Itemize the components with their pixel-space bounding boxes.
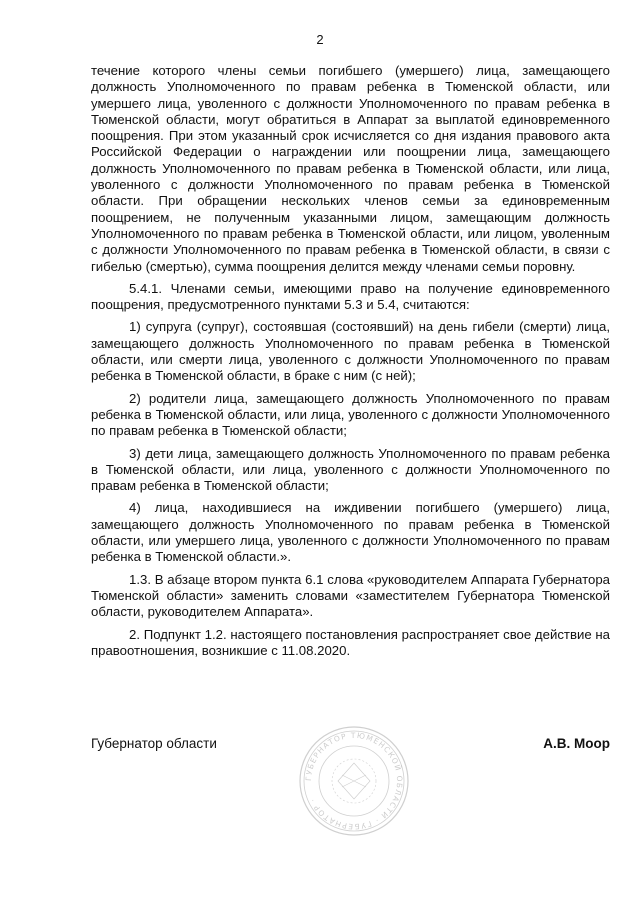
paragraph-2: 2. Подпункт 1.2. настоящего постановления распространяет свое действие на правоотношения, возникшие с 11.08.2020. <box>91 626 610 658</box>
signer-name: А.В. Моор <box>543 736 610 751</box>
list-item-parents: 2) родители лица, замещающего должность Уполномоченного по правам ребенка в Тюменской области, или лица, уволенного с должности Уполномоченного по правам ребенка в Тюменской области; <box>91 390 610 439</box>
document-body <box>91 63 610 665</box>
signer-title: Губернатор области <box>91 736 217 751</box>
paragraph-continuation: течение которого члены семьи погибшего (умершего) лица, замещающего должность Уполномоченного по правам ребенка в Тюменской области, или умершего лица, уволенного с должности Уполномоченного по правам ребенка в Тюменской области, могут обратиться в Аппарат за выплатой единовременного поощрения. При этом указанный срок исчисляется со дня издания правового акта Российской Федерации о награждении или поощрении лица, замещающего должность Уполномоченного по правам ребенка в Тюменской области, или лица, уволенного с должности Уполномоченного по правам ребенка в Тюменской области. При обращении нескольких членов семьи за единовременным поощрением, не полученным указанными лицом, замещающим должность Уполномоченного по правам ребенка в Тюменской области, или лицом, уволенным с должности Уполномоченного по правам ребенка в Тюменской области, в связи с гибелью (смертью), сумма поощрения делится между членами семьи поровну. <box>91 63 610 274</box>
page-number: 2 <box>316 32 324 47</box>
list-item-spouse: 1) супруга (супруг), состоявшая (состоявший) на день гибели (смерти) лица, замещающего должность Уполномоченного по правам ребенка в Тюменской области, или смерти лица, уволенного с должности Уполномоченного по правам ребенка в Тюменской области, в браке с ним (с ней); <box>91 319 610 384</box>
list-item-dependents: 4) лица, находившиеся на иждивении погибшего (умершего) лица, замещающего должность Уполномоченного по правам ребенка в Тюменской области, или умершего лица, уволенного с должности Уполномоченного по правам ребенка в Тюменской области.». <box>91 500 610 565</box>
list-item-children: 3) дети лица, замещающего должность Уполномоченного по правам ребенка в Тюменской области, или лица, уволенного с должности Уполномоченного по правам ребенка в Тюменской области; <box>91 445 610 494</box>
paragraph-1-3: 1.3. В абзаце втором пункта 6.1 слова «руководителем Аппарата Губернатора Тюменской области» заменить словами «заместителем Губернатора Тюменской области, руководителем Аппарата». <box>91 571 610 620</box>
svg-text:ГУБЕРНАТОР ТЮМЕНСКОЙ ОБЛАСТИ ·: ГУБЕРНАТОР ТЮМЕНСКОЙ ОБЛАСТИ · ГУБЕРНАТОР · <box>303 730 405 832</box>
paragraph-5-4-1: 5.4.1. Членами семьи, имеющими право на получение единовременного поощрения, предусмотренного пунктами 5.3 и 5.4, считаются: <box>91 280 610 313</box>
official-seal-stamp <box>298 725 410 837</box>
